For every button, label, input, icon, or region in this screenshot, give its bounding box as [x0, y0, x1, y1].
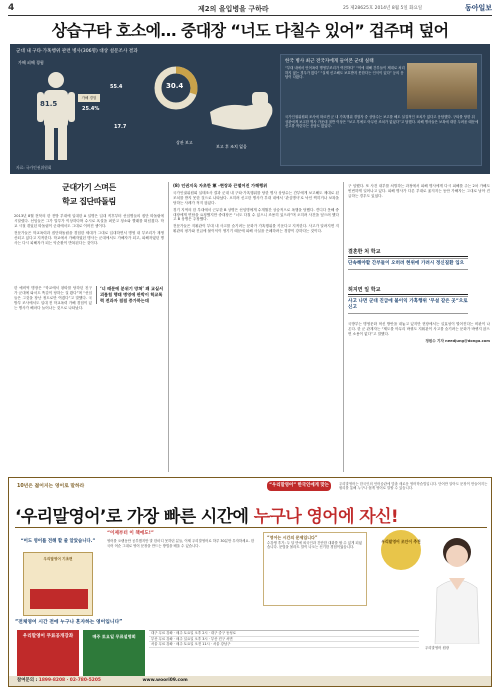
- pull-quote: ‘너 때문에 분위기 망쳐’ 왜 교실서 괴롭힘 행태 병영에 판박이 학교폭력 전과자 점점 증가하는데: [96, 286, 164, 304]
- rate-d: 17.7: [114, 124, 127, 130]
- advertisement: [8, 477, 492, 687]
- left-paragraph-3: 한 예비역 병장은 “학교에서 왕따를 당하던 친구가 군대에 와서도 똑같이 당하는 걸 봤다”며 “선임들은 그것을 장난 정도로만 여겼다”고 말했다. 국방부 조사에서도 입대 전 학교폭력 가해 경험이 있는 병사가 해마다 늘어나는 것으로 나타났다.: [14, 286, 92, 310]
- right-paragraph-1: 구 임했다. 또 사건 내부를 처벌하는 과정에서 피해 병사에게 다시 피해를 주는 2차 가해도 빈번하게 일어나고 있다. 피해 병사가 다른 부대로 옮겨지는 동안 가해자는 그대로 남아 진급하는 경우도 있었다.: [348, 184, 490, 198]
- main-headline: 상습구타 호소에… 중대장 “너도 다칠수 있어” 겁주며 덮어: [51, 21, 449, 40]
- schedule-row: 부산 무료 강좌 · 매주 일요일 오후 3시 · 부산 진구 서면: [149, 637, 419, 643]
- donut-value: 30.4: [166, 82, 184, 90]
- left-subhead-2: 학교 집단따돌림: [62, 197, 116, 206]
- ad-testimonial-text: 수강생 후기: 두 달 만에 외국인과 간단한 대화를 할 수 있게 되었습니다. 문법을 몰라도 말이 나오는 신기한 경험이었습니다.: [267, 540, 362, 550]
- left-paragraph-1: 2013년 8월 전북의 한 전방 부대에 입대한 A 일병은 입대 직후부터 선임병들의 집단 따돌림에 시달렸다. 선임들은 그가 말투가 이상하다며 수시로 욕설을 퍼붓고 청소와 빨래를 떠넘겼다. 학교 시절 겪었던 따돌림이 군대에서도 그대로 이어진 셈이다.: [14, 214, 164, 228]
- presenter-caption: 우리말영어 원장: [425, 646, 450, 650]
- soldier-silhouette-icon: [34, 70, 78, 162]
- donut-label: 상관 보고: [176, 140, 193, 145]
- box-label: 가해 경험: [78, 94, 100, 102]
- ad-middle-text: [107, 532, 257, 548]
- footer-url: www.woori09.com: [142, 678, 188, 683]
- left-body-1: [14, 214, 164, 247]
- right-paragraph-2: 국방부는 병영문화 혁신 방안을 내놓고 있지만 현장에서는 실효성이 떨어진다는 비판이 나온다. 한 군 관계자는 “제도를 아무리 바꿔도 지휘관이 사고를 숨기려는 문화가 바뀌지 않으면 소용이 없다”고 말했다.: [348, 322, 490, 336]
- presenter-photo: [427, 532, 487, 644]
- infographic: [10, 44, 490, 174]
- page-header: [8, 3, 492, 15]
- fist-icon: [206, 72, 278, 146]
- right-body-2: [348, 322, 490, 346]
- ad-footer: [9, 676, 491, 686]
- schedule-row: 서울 무료 강좌 · 매주 토요일 오전 11시 · 서울 강남구: [149, 642, 419, 648]
- ad-divider: [15, 527, 487, 528]
- ad-book-title: 우리말영어 기초편: [43, 557, 73, 561]
- column-divider-1: [168, 182, 169, 472]
- date-line: 25 제28625호 2014년 8월 5일 화요일: [343, 6, 423, 11]
- left-body-2: [14, 286, 92, 313]
- ad-big-line-1: ‘우리말영어’로 가장 빠른 시간에: [15, 507, 254, 527]
- ad-info-session-box: 매주 토요일 무료설명회: [83, 630, 145, 678]
- donut-chart-icon: [154, 66, 198, 138]
- header-rule: [8, 15, 492, 16]
- ad-book-label: “어도 영어를 전해 할 줄 알았습니다.”: [20, 539, 96, 544]
- ad-top-right-text: 우리말영어는 한국인의 언어습관에 맞춘 새로운 영어학습법입니다. 단어만 알아도 문장이 만들어지는 원리를 통해 누구나 쉽게 영어로 말할 수 있습니다.: [339, 482, 488, 491]
- ad-big-line-2: 누구나 영어에 자신!: [253, 507, 399, 527]
- ad-mid-title: “이제부터 이 책에도!”: [107, 531, 154, 536]
- right-highlight-2: 사고 나면 군대 진급에 불이익 가혹행위 ‘무설 같은 곳”으로 신고: [348, 296, 468, 314]
- footer-label: 참여문의 :: [17, 678, 38, 683]
- schedule-row: 대구 무료 강좌 · 매주 토요일 오후 2시 · 대구 중구 동성로: [149, 631, 419, 637]
- panel-text: “부대 내에서 언어폭력 병영부조리가 여전하다” “이에 대해 간부들이 제대로 처리하지 않는 경우가 많다” “실제 신고해도 보호받지 못한다는 인식이 있다” 등의 응답이 나왔다.: [285, 66, 405, 80]
- arm-label: 보고 후 조치 없음: [216, 144, 247, 149]
- infographic-panel: [280, 54, 482, 166]
- rate-b: 25.4%: [82, 106, 100, 112]
- panel-text-2: 국가인권위원회 조사에 따르면 군 내 가혹행위 경험자 중 상당수는 보고를 해도 실질적인 조치가 없다고 응답했다. 구타를 당한 뒤 상관에게 보고한 병사 가운데 절반 이상은 “보고 후에도 아무런 조치가 없었다”고 답했다. 피해 병사들은 보복에 대한 두려움 때문에 신고를 꺼린다는 응답도 많았다.: [285, 115, 479, 129]
- page-number: 4: [8, 3, 15, 13]
- barracks-photo: [407, 63, 477, 109]
- newspaper-logo: 동아일보: [464, 3, 492, 12]
- ad-ribbon: “우리말영어” 한국인에게 맞는 영어!: [267, 481, 331, 491]
- ad-book-image: [23, 552, 93, 616]
- right-section-head-2: 허지면 일 학교: [348, 286, 468, 295]
- footer-phone: 1899-8208 · 02-780-5205: [38, 678, 101, 683]
- rate-a: 81.5: [40, 100, 58, 108]
- ad-free-lecture-box: 우리말영어 무료공개강좌: [17, 630, 79, 678]
- infographic-source: 자료: 국가인권위원회: [16, 165, 52, 170]
- mid-paragraph-2: 경기 지역의 한 부대에서 근무한 B 상병은 선임병에게 수개월간 상습적으로 폭행을 당했다. 견디다 못해 중대장에게 면담을 요청했지만 중대장은 “너도 다칠 수 있으니 조용히 있으라”며 오히려 사건을 덮으려 했다고 B 상병은 주장했다.: [173, 207, 339, 222]
- left-subhead-1: 군대가기 스며든: [62, 183, 116, 192]
- panel-title: 한국 병사 최근 전국자에게 들어본 군대 실태: [285, 59, 374, 64]
- ad-testimonial: [263, 532, 367, 606]
- series-title: 제2의 을입병을 구하라: [198, 5, 269, 13]
- ad-testimonial-title: “영어는 시간의 문제입니다”: [267, 535, 318, 540]
- ad-badge: 우리말영어 조안이 추천: [381, 530, 421, 570]
- mid-body: [173, 184, 339, 236]
- rate-c: 55.4: [110, 84, 123, 90]
- ad-big-headline: [15, 502, 487, 526]
- right-body-1: [348, 184, 490, 201]
- mid-byline: (8) 인권지옥 자초한 軍 -현장과 끈떨어진 가해행위: [173, 183, 268, 188]
- left-paragraph-2: 전문가들은 학교폭력과 집단따돌림을 경험한 세대가 그대로 입대하면서 병영 내 부조리가 재생산되고 있다고 지적한다. 학교에서 가해자였던 병사는 군대에서도 가해자가 되고, 피해자였던 병사는 다시 피해자가 되는 악순환이 반복된다는 것이다.: [14, 230, 164, 245]
- ad-mid-body: 영어를 오랫동안 공부했지만 말 한마디 못하던 분들, 이제 우리말영어로 하루 30분만 투자하세요. 한국어 어순 그대로 영어 문장을 만드는 방법을 배울 수 있습니다.: [107, 538, 255, 548]
- ad-left-head: 10년은 젊어지는 영어로 말하라: [17, 484, 85, 489]
- ad-book-band: [30, 589, 88, 609]
- ad-bottom-band: “전체영어 시간 전에 누구나 혼자하는 영어입니다”: [15, 620, 123, 625]
- column-divider-2: [343, 182, 344, 472]
- right-section-head-1: 결혼한 처 학교: [348, 248, 468, 257]
- reporter-credit: 정원수 기자 needjung@donga.com: [425, 338, 490, 343]
- ad-schedule-table: [149, 630, 419, 678]
- mid-paragraph-3: 전문가들은 지휘관이 부대 내 사고를 숨기려는 문화가 가혹행위를 키운다고 지적한다. 사고가 알려지면 지휘관의 평가와 진급에 불이익이 생기기 때문에 피해 사실을 은폐하려는 경향이 강하다는 것이다.: [173, 224, 339, 234]
- infographic-title: 군대 내 구타·가혹행위 관련 병사(306명) 대상 설문조사 결과: [16, 49, 138, 54]
- mid-paragraph-1: 국가인권위원회 실태조사 결과 군대 내 구타·가혹행위를 당한 병사 상당수는 간부에게 보고해도 제대로 된 조치를 받지 못한 것으로 나타났다. 오히려 신고한 병사가 부대 내에서 ‘관심병사’로 낙인 찍히거나 보복을 당하는 사례가 적지 않았다.: [173, 190, 339, 205]
- right-highlight-1: 단속해야할 간부들이 오히려 현위에 가려시 정신질환 입으: [348, 258, 468, 270]
- reported-label: 가해 피해 경험: [18, 60, 44, 65]
